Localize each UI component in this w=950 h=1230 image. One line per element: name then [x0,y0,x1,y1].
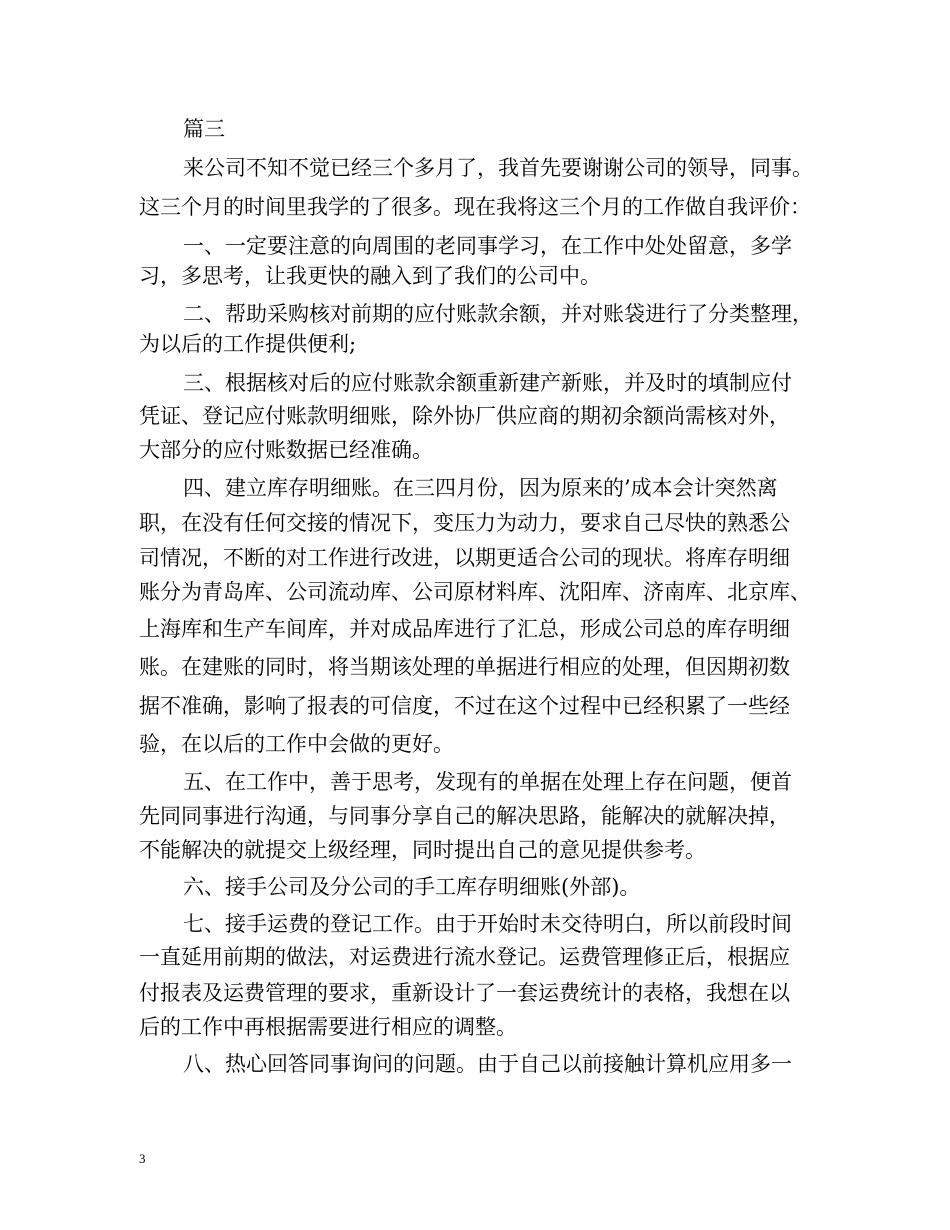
text-line: 账分为青岛库、公司流动库、公司原材料库、沈阳库、济南库、北京库、 [139,580,811,604]
text-line: 付报表及运费管理的要求，重新设计了一套运费统计的表格，我想在以 [139,981,790,1005]
text-line: 大部分的应付账数据已经准确。 [139,438,433,462]
text-line: 三、根据核对后的应付账款余额重新建产新账，并及时的填制应付 [183,371,792,395]
text-line: 六、接手公司及分公司的手工库存明细账(外部)。 [183,875,641,899]
text-line: 验，在以后的工作中会做的更好。 [139,732,454,756]
text-line: 职，在没有任何交接的情况下，变压力为动力，要求自己尽快的熟悉公 [139,511,790,535]
text-line: 一直延用前期的做法，对运费进行流水登记。运费管理修正后，根据应 [139,945,790,969]
text-line: 据不准确，影响了报表的可信度，不过在这个过程中已经积累了一些经 [139,694,790,718]
text-line: 后的工作中再根据需要进行相应的调整。 [139,1015,517,1039]
text-line: 七、接手运费的登记工作。由于开始时未交待明白，所以前段时间 [183,912,792,936]
text-line: 二、帮助采购核对前期的应付账款余额，并对账袋进行了分类整理， [183,302,813,326]
text-line: 上海库和生产车间库，并对成品库进行了汇总，形成公司总的库存明细 [139,617,790,641]
text-line: 习，多思考，让我更快的融入到了我们的公司中。 [139,264,601,288]
text-line: 五、在工作中，善于思考，发现有的单据在处理上存在问题，便首 [183,770,792,794]
text-line: 四、建立库存明细账。在三四月份，因为原来的’成本会计突然离 [183,476,778,500]
text-line: 这三个月的时间里我学的了很多。现在我将这三个月的工作做自我评价： [139,195,811,219]
text-line: 一、一定要注意的向周围的老同事学习，在工作中处处留意，多学 [183,234,792,258]
text-line: 为以后的工作提供便利; [139,332,357,356]
text-line: 不能解决的就提交上级经理，同时提出自己的意见提供参考。 [139,838,706,862]
text-line: 凭证、登记应付账款明细账，除外协厂供应商的期初余额尚需核对外， [139,404,790,428]
text-line: 司情况，不断的对工作进行改进，以期更适合公司的现状。将库存明细 [139,546,790,570]
text-line: 账。在建账的同时，将当期该处理的单据进行相应的处理，但因期初数 [139,655,790,679]
page-number: 3 [139,1151,146,1166]
text-line: 篇三 [183,117,225,141]
text-line: 来公司不知不觉已经三个多月了，我首先要谢谢公司的领导，同事。 [183,156,813,180]
text-line: 八、热心回答同事询问的问题。由于自己以前接触计算机应用多一 [183,1052,792,1076]
text-line: 先同同事进行沟通，与同事分享自己的解决思路，能解决的就解决掉， [139,804,790,828]
